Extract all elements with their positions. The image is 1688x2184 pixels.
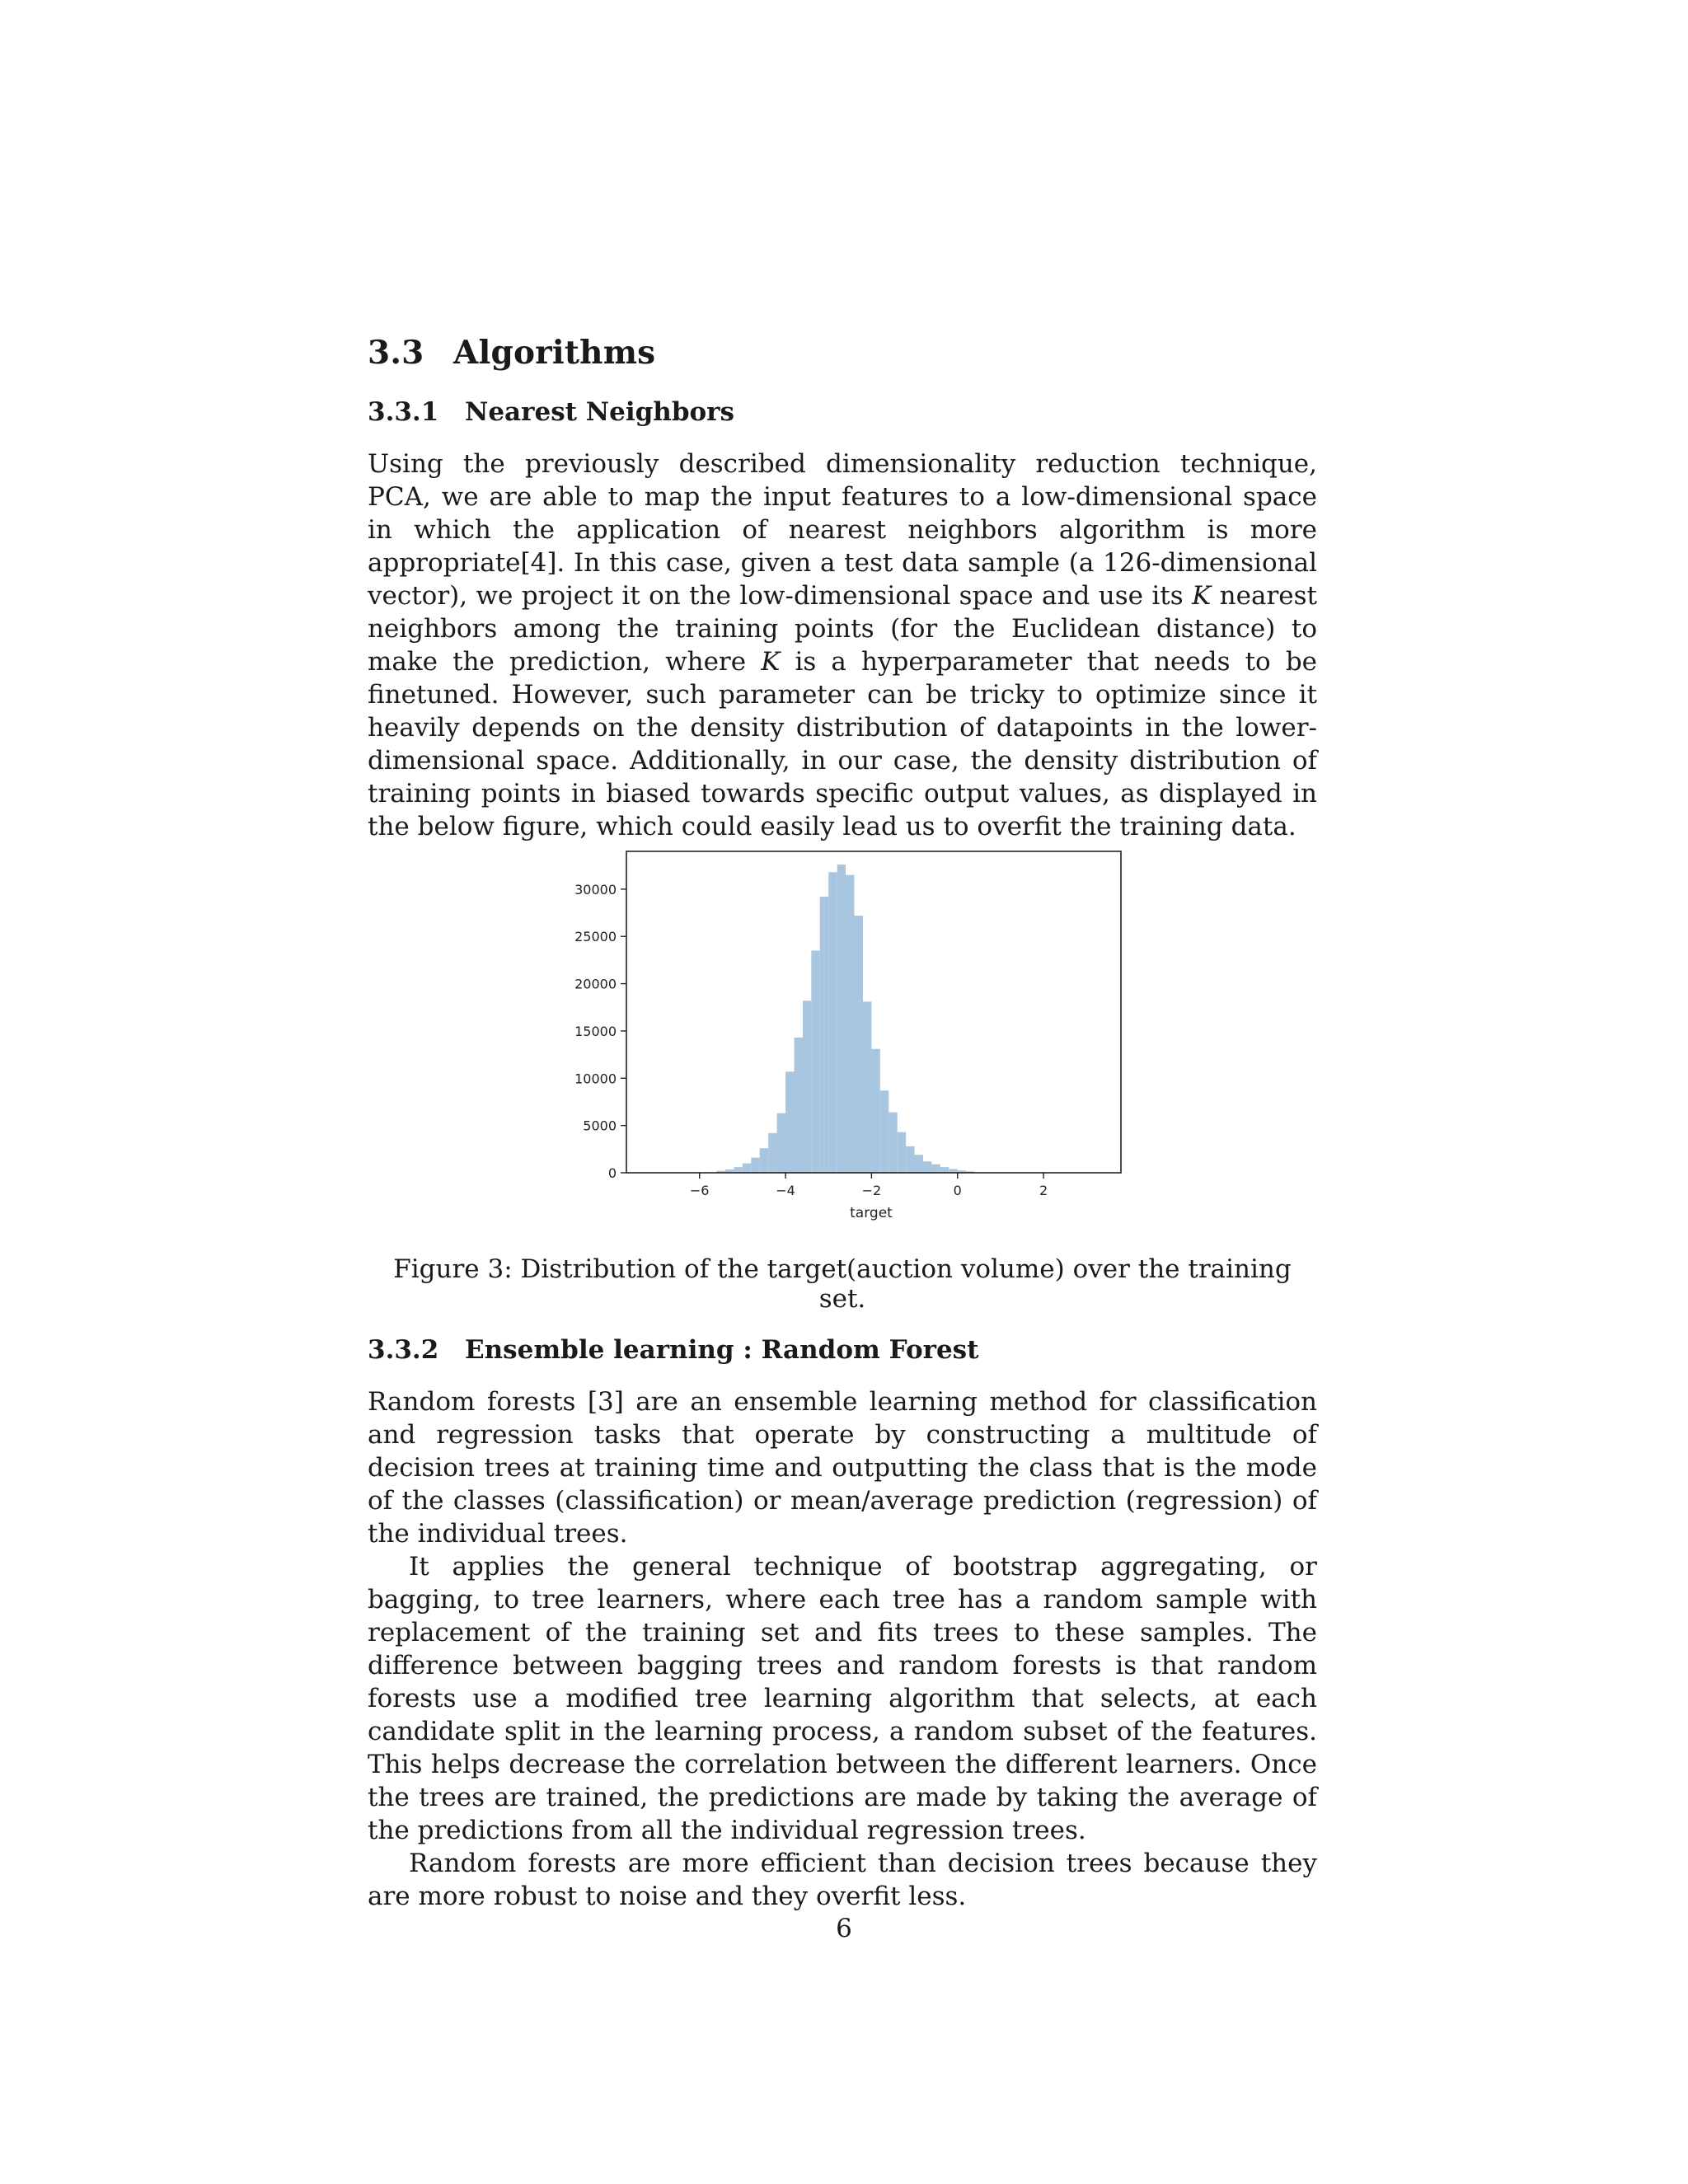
y-tick-label: 30000 (574, 881, 617, 898)
x-tick-label: 0 (953, 1183, 962, 1198)
y-tick-label: 5000 (583, 1118, 617, 1134)
histogram-bar (940, 1167, 949, 1173)
histogram-bar (777, 1113, 785, 1173)
histogram-bar (785, 1071, 794, 1173)
figure-caption: Figure 3: Distribution of the target(auction volume) over the training set. (393, 1254, 1292, 1314)
histogram-bar (768, 1133, 776, 1173)
subsection-title: Nearest Neighbors (465, 397, 734, 427)
subsection-heading-nearest-neighbors (368, 397, 734, 427)
histogram-bar (855, 916, 863, 1173)
histogram-bar (915, 1155, 923, 1173)
histogram-bar (880, 1090, 889, 1173)
y-tick-label: 20000 (574, 976, 617, 992)
paragraph-text: Using the previously described dimensionality reduction technique, PCA, we are able to map the input features to a low-dimensional space in which the application of nearest neighbors algorithm is more appropriate[4]. In this case, given a test data sample (a 126-dimensional vector), we project it on the low-dimensional space and use its (368, 449, 1317, 611)
histogram-bar (889, 1113, 897, 1173)
paragraph-efficiency: Random forests are more efficient than decision trees because they are more robust to noise and they overfit less. (368, 1849, 1317, 1911)
random-forest-text (368, 1385, 1317, 1913)
page-number: 6 (836, 1914, 852, 1943)
subsection-heading-random-forest (368, 1335, 978, 1365)
paragraph-nearest-neighbors (368, 448, 1317, 843)
histogram-bar (828, 872, 837, 1173)
histogram-bar (863, 1001, 871, 1173)
histogram-bar (803, 1001, 811, 1173)
x-tick-label: −4 (776, 1183, 795, 1198)
histogram-bar (846, 875, 854, 1173)
x-tick-label: 2 (1039, 1183, 1048, 1198)
histogram-bar (794, 1038, 802, 1173)
paragraph-text: is a hyperparameter that needs to be finetuned. However, such parameter can be tricky to optimize since it heavily depends on the density distribution of datapoints in the lower-dimensional space. Additionally, in our case, the density distribution of training points in biased towards specific output values, as displayed in the below figure, which could easily lead us to overfit the training data. (368, 647, 1318, 841)
section-heading (368, 334, 655, 372)
subsection-number: 3.3.1 (368, 397, 439, 427)
histogram-bar (906, 1146, 914, 1173)
paragraph-random-forest-intro: Random forests [3] are an ensemble learning method for classification and regression tasks that operate by constructing a multitude of decision trees at training time and outputting the class that is the mode of the classes (classification) or mean/average prediction (regression) of the individual trees. (368, 1387, 1317, 1549)
y-tick-label: 10000 (574, 1071, 617, 1087)
y-tick-label: 15000 (574, 1023, 617, 1039)
subsection-title: Ensemble learning : Random Forest (465, 1335, 979, 1365)
histogram-bar (811, 950, 819, 1173)
paragraph-bagging: It applies the general technique of bootstrap aggregating, or bagging, to tree learners, where each tree has a random sample with replacement of the training set and fits trees to these samples. The difference between bagging trees and random forests is that random forests use a modified tree learning algorithm that selects, at each candidate split in the learning process, a random subset of the features. This helps decrease the correlation between the different learners. Once the trees are trained, the predictions are made by taking the average of the predictions from all the individual regression trees. (368, 1552, 1317, 1845)
histogram-bar (898, 1132, 906, 1173)
histogram-bar (931, 1165, 940, 1173)
histogram-bar (820, 897, 828, 1173)
y-tick-label: 25000 (574, 929, 617, 945)
paragraph-text: nearest neighbors among the training points (for the Euclidean distance) to make the prediction, where (368, 581, 1317, 677)
histogram-bar (871, 1049, 879, 1173)
math-variable-k: K (1192, 581, 1212, 611)
section-title: Algorithms (453, 334, 656, 372)
x-tick-label: −2 (861, 1183, 882, 1198)
x-axis-label: target (850, 1205, 893, 1221)
histogram-chart (544, 845, 1137, 1224)
histogram-bar (837, 865, 846, 1173)
histogram-bar (760, 1148, 768, 1173)
histogram-bar (923, 1161, 931, 1173)
subsection-number: 3.3.2 (368, 1335, 439, 1365)
histogram-bar (751, 1158, 759, 1173)
histogram-figure (544, 845, 1137, 1224)
histogram-bar (743, 1164, 751, 1173)
y-tick-label: 0 (607, 1165, 617, 1181)
section-number: 3.3 (368, 334, 424, 372)
histogram-bar (734, 1167, 742, 1173)
math-variable-k: K (761, 647, 781, 677)
x-tick-label: −6 (689, 1183, 710, 1198)
